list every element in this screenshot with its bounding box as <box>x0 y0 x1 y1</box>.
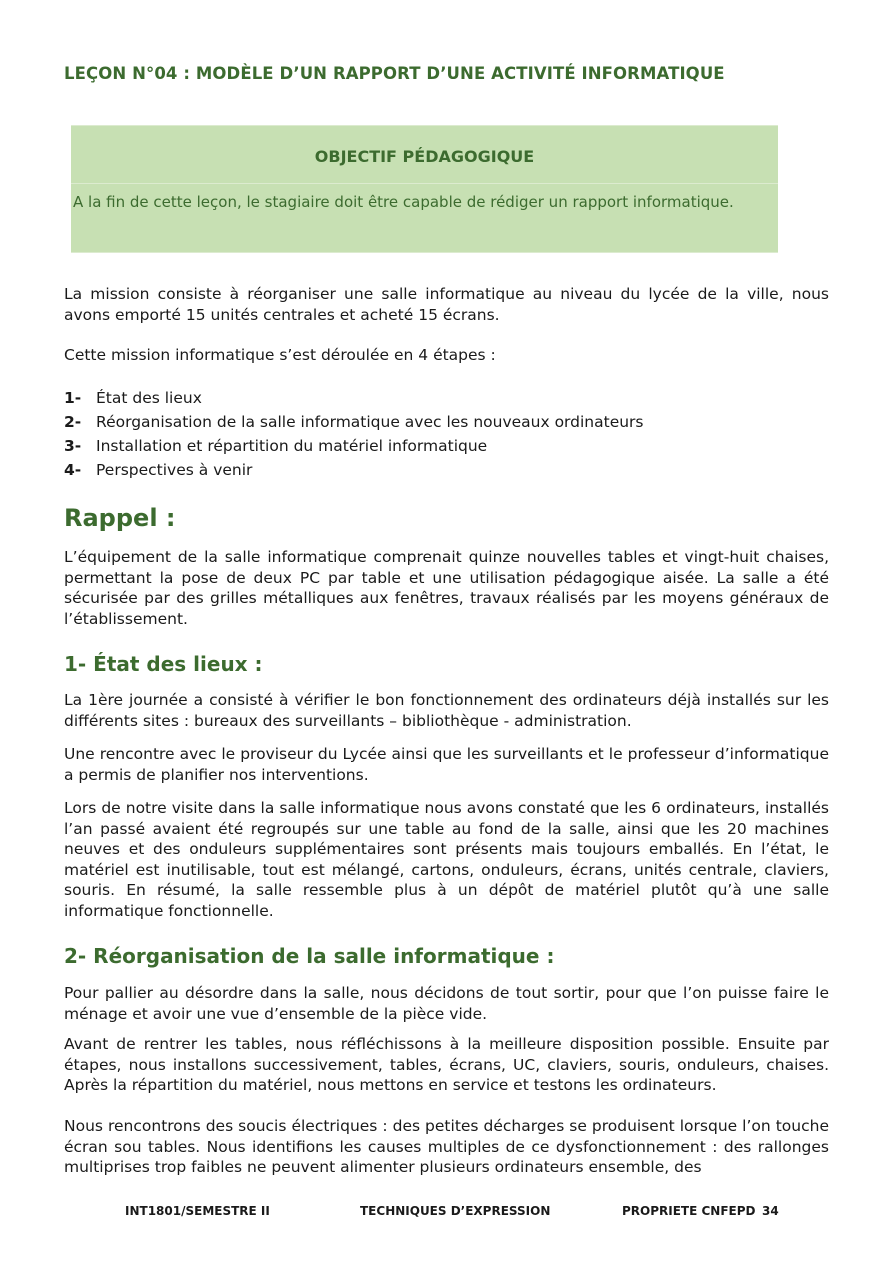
step-label: État des lieux <box>96 389 202 407</box>
step-label: Perspectives à venir <box>96 461 253 479</box>
list-item <box>64 386 829 410</box>
rappel-heading: Rappel : <box>64 504 176 532</box>
footer-owner: PROPRIETE CNFEPD <box>622 1204 756 1218</box>
objective-box <box>71 125 778 253</box>
list-item <box>64 410 829 434</box>
page-number: 34 <box>762 1204 779 1218</box>
footer-subject: TECHNIQUES D’EXPRESSION <box>360 1204 551 1218</box>
section1-paragraph: La 1ère journée a consisté à vérifier le bon fonctionnement des ordinateurs déjà installés sur les différents sites : bureaux des surveillants – bibliothèque - administration. <box>64 691 829 730</box>
intro-steps-lead: Cette mission informatique s’est déroulée en 4 étapes : <box>64 346 496 364</box>
steps-list <box>64 386 829 482</box>
step-number: 4- <box>64 461 82 479</box>
lesson-title: LEÇON N°04 : MODÈLE D’UN RAPPORT D’UNE ACTIVITÉ INFORMATIQUE <box>64 64 725 83</box>
list-item <box>64 434 829 458</box>
objective-text: A la fin de cette leçon, le stagiaire doit être capable de rédiger un rapport informatique. <box>73 193 734 211</box>
step-number: 2- <box>64 413 82 431</box>
box-rule <box>71 252 778 253</box>
box-rule <box>71 183 778 184</box>
section2-paragraph: Avant de rentrer les tables, nous réfléchissons à la meilleure disposition possible. Ensuite par étapes, nous installons successivement, tables, écrans, UC, claviers, souris, onduleurs, chaises. Après la répartition du matériel, nous mettons en service et testons les ordinateurs. <box>64 1035 829 1094</box>
box-rule <box>71 125 778 126</box>
section1-heading: 1- État des lieux : <box>64 652 263 676</box>
footer-course: INT1801/SEMESTRE II <box>125 1204 270 1218</box>
intro-paragraph: La mission consiste à réorganiser une salle informatique au niveau du lycée de la ville, nous avons emporté 15 unités centrales et acheté 15 écrans. <box>64 285 829 324</box>
section2-heading: 2- Réorganisation de la salle informatique : <box>64 944 555 968</box>
section1-paragraph: Lors de notre visite dans la salle informatique nous avons constaté que les 6 ordinateurs, installés l’an passé avaient été regroupés sur une table au fond de la salle, ainsi que les 20 machines neuves et des onduleurs supplémentaires sont présents mais toujours emballés. En l’état, le matériel est inutilisable, tout est mélangé, cartons, onduleurs, écrans, unités centrale, claviers, souris. En résumé, la salle ressemble plus à un dépôt de matériel plutôt qu’à une salle informatique fonctionnelle. <box>64 799 829 920</box>
step-label: Réorganisation de la salle informatique avec les nouveaux ordinateurs <box>96 413 644 431</box>
section2-paragraph: Pour pallier au désordre dans la salle, nous décidons de tout sortir, pour que l’on puisse faire le ménage et avoir une vue d’ensemble de la pièce vide. <box>64 984 829 1023</box>
rappel-paragraph: L’équipement de la salle informatique comprenait quinze nouvelles tables et vingt-huit chaises, permettant la pose de deux PC par table et une utilisation pédagogique aisée. La salle a été sécurisée par des grilles métalliques aux fenêtres, travaux réalisés par les moyens généraux de l’établissement. <box>64 548 829 628</box>
step-number: 3- <box>64 437 82 455</box>
step-number: 1- <box>64 389 82 407</box>
objective-heading: OBJECTIF PÉDAGOGIQUE <box>314 147 535 166</box>
section2-paragraph: Nous rencontrons des soucis électriques : des petites décharges se produisent lorsque l’on touche écran sou tables. Nous identifions les causes multiples de ce dysfonctionnement : des rallonges multiprises trop faibles ne peuvent alimenter plusieurs ordinateurs ensemble, des <box>64 1117 829 1176</box>
list-item <box>64 458 829 482</box>
section1-paragraph: Une rencontre avec le proviseur du Lycée ainsi que les surveillants et le professeur d’informatique a permis de planifier nos interventions. <box>64 745 829 784</box>
step-label: Installation et répartition du matériel informatique <box>96 437 488 455</box>
